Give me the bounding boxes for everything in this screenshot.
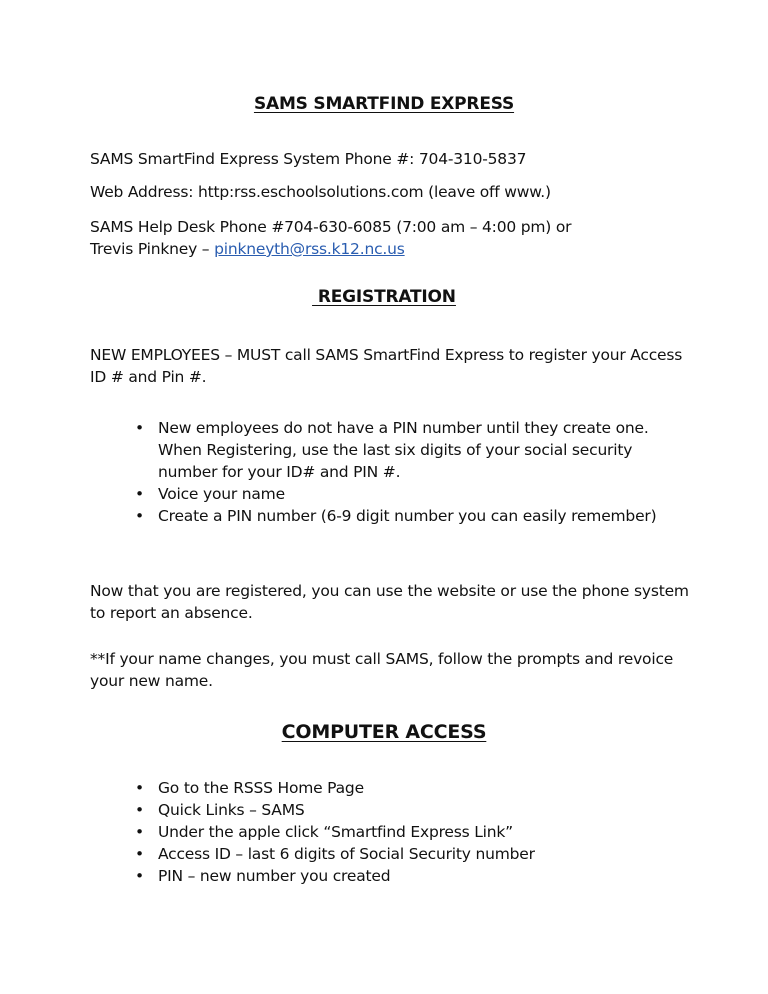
registered-note: Now that you are registered, you can use the website or use the phone system to report an absence.	[90, 582, 689, 622]
list-item	[90, 417, 690, 483]
help-desk-block	[90, 216, 690, 260]
list-item	[90, 799, 690, 821]
bullet-icon: •	[135, 485, 144, 503]
name-change-note: **If your name changes, you must call SAMS, follow the prompts and revoice your new name.	[90, 650, 674, 690]
list-item-text: New employees do not have a PIN number until they create one. When Registering, use the last six digits of your social security number for your ID# and PIN #.	[158, 419, 649, 481]
registration-heading	[0, 287, 768, 307]
list-item-text: Under the apple click “Smartfind Express Link”	[158, 823, 514, 841]
list-item	[90, 505, 690, 527]
bullet-icon: •	[135, 867, 144, 885]
list-item-text: Go to the RSSS Home Page	[158, 779, 364, 797]
list-item	[90, 865, 690, 887]
list-item-text: Quick Links – SAMS	[158, 801, 305, 819]
page-title: SAMS SMARTFIND EXPRESS	[253, 94, 515, 114]
list-item-text: Access ID – last 6 digits of Social Security number	[158, 845, 535, 863]
contact-email-link[interactable]: pinkneyth@rss.k12.nc.us	[214, 240, 405, 258]
system-phone-line: SAMS SmartFind Express System Phone #: 704-310-5837	[90, 150, 527, 168]
list-item-text: PIN – new number you created	[158, 867, 391, 885]
bullet-icon: •	[135, 507, 144, 525]
list-item	[90, 483, 690, 505]
computer-access-heading: COMPUTER ACCESS	[281, 721, 487, 743]
list-item	[90, 821, 690, 843]
bullet-icon: •	[135, 845, 144, 863]
list-item-text: Voice your name	[158, 485, 285, 503]
bullet-icon: •	[135, 823, 144, 841]
bullet-icon: •	[135, 419, 144, 437]
bullet-icon: •	[135, 801, 144, 819]
bullet-icon: •	[135, 779, 144, 797]
list-item	[90, 843, 690, 865]
list-item-text: Create a PIN number (6-9 digit number you can easily remember)	[158, 507, 657, 525]
contact-prefix: Trevis Pinkney –	[90, 240, 215, 258]
registration-bullet-list	[90, 417, 690, 527]
web-address-line: Web Address: http:rss.eschoolsolutions.com (leave off www.)	[90, 183, 551, 201]
help-desk-line: SAMS Help Desk Phone #704-630-6085 (7:00 am – 4:00 pm) or	[90, 218, 572, 236]
list-item	[90, 777, 690, 799]
registration-heading-text: REGISTRATION	[312, 287, 456, 307]
computer-access-bullet-list	[90, 777, 690, 887]
registration-intro: NEW EMPLOYEES – MUST call SAMS SmartFind Express to register your Access ID # and Pin #.	[90, 346, 683, 386]
